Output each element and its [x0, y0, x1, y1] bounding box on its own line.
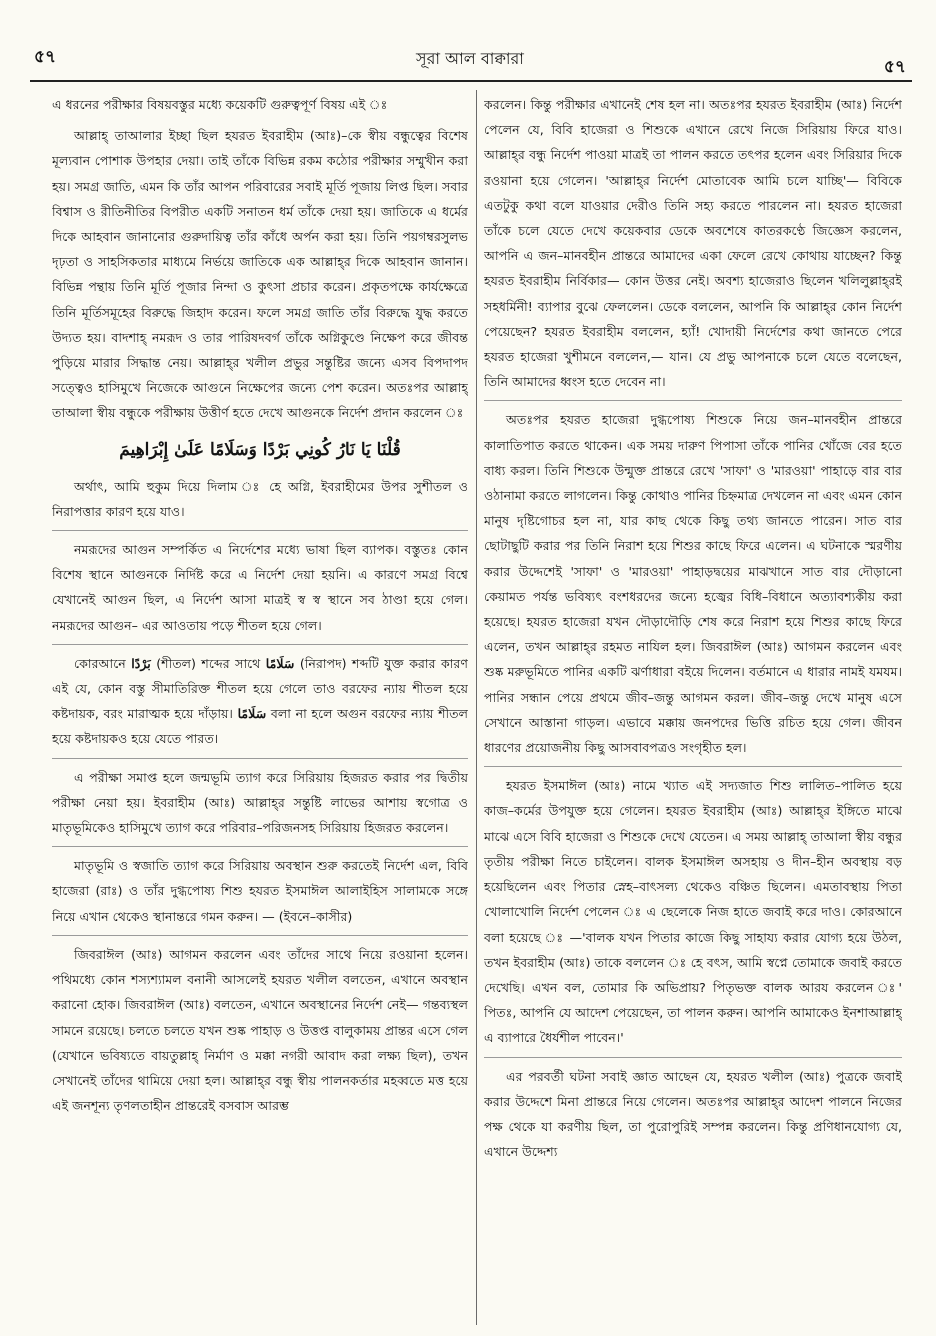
right-paragraph-3: হযরত ইসমাঈল (আঃ) নামে খ্যাত এই সদ্যজাত শিশু লালিত–পালিত হয়ে কাজ–কর্মের উপযুক্ত হয়ে গেলেন। হযরত ইবরাহীম (আঃ) আল্লাহ্‌র ইঙ্গিতে মাঝে মাঝে এসে বিবি হাজেরা ও শিশুকে দেখে যেতেন। এ সময় আল্লাহ্‌ তাআলা স্বীয় বন্ধুর তৃতীয় পরীক্ষা নিতে চাইলেন। বালক ইসমাঈল অসহায় ও দীন–হীন অবস্থায় বড় হয়েছিলেন এবং পিতার স্নেহ–বাৎসল্য থেকেও বঞ্চিত ছিলেন। এমতাবস্থায় পিতা খোলাখোলি নির্দেশ পেলেন ঃ এ ছেলেকে নিজ হাতে জবাই করে দাও। কোরআনে বলা হয়েছে ঃ —'বালক যখন পিতার কাজে কিছু সাহায্য করার যোগ্য হয়ে উঠল, তখন ইবরাহীম (আঃ) তাকে বললেন ঃ হে বৎস, আমি স্বপ্নে তোমাকে জবাই করতে দেখেছি। এখন বল, তোমার কি অভিপ্রায়? পিতৃভক্ত বালক আরয করলেন ঃ' পিতঃ, আপনি যে আদেশ পেয়েছেন, তা পালন করুন। আপনি আমাকেও ইনশাআল্লাহ্‌ এ ব্যাপারে ধৈর্যশীল পাবেন।': [484, 778, 902, 1046]
running-title: সূরা আল বাক্বারা: [416, 49, 524, 68]
paragraph-separator: [484, 400, 902, 401]
left-paragraph-1: এ ধরনের পরীক্ষার বিষয়বস্তুর মধ্যে কয়েকটি গুরুত্বপূর্ণ বিষয় এই ঃ: [52, 97, 388, 112]
paragraph-separator: [52, 644, 468, 645]
header-rule: [30, 80, 912, 82]
p5-text-a: কোরআনে: [74, 655, 126, 671]
left-paragraph-2: আল্লাহ্‌ তাআলার ইচ্ছা ছিল হযরত ইবরাহীম (আঃ)–কে স্বীয় বন্ধুত্বের বিশেষ মূল্যবান পোশাক উপহার দেয়া। তাই তাঁকে বিভিন্ন রকম কঠোর পরীক্ষার সম্মুখীন করা হয়। সমগ্র জাতি, এমন কি তাঁর আপন পরিবারের সবাই মূর্তি পূজায় লিপ্ত ছিল। সবার বিশ্বাস ও রীতিনীতির বিপরীত একটি সনাতন ধর্ম তাঁকে দেয়া হয়। জাতিকে এ ধর্মের দিকে আহবান জানানোর গুরুদায়িত্ব তাঁর কাঁধে অর্পন করা হয়। তিনি পয়গম্বরসুলভ দৃঢ়তা ও সাহসিকতার মাধ্যমে নির্ভয়ে জাতিকে এক আল্লাহ্‌র দিকে আহবান জানান। বিভিন্ন পন্থায় তিনি মূর্তি পূজার নিন্দা ও কুৎসা প্রচার করেন। প্রকৃতপক্ষে কার্যক্ষেত্রে তিনি মূর্তিসমূহের বিরুদ্ধে জিহাদ করেন। ফলে সমগ্র জাতি তাঁর বিরুদ্ধে যুদ্ধ করতে উদ্যত হয়। বাদশাহ্‌ নমরূদ ও তার পারিষদবর্গ তাঁকে অগ্নিকুণ্ডে নিক্ষেপ করে জীবন্ত পুড়িয়ে মারার সিদ্ধান্ত নেয়। আল্লাহ্‌র খলীল প্রভুর সন্তুষ্টির জন্যে এসব বিপদাপদ সত্ত্বেও হাসিমুখে নিজেকে আগুনে নিক্ষেপের জন্যে পেশ করেন। অতঃপর আল্লাহ্‌ তাআলা স্বীয় বন্ধুকে পরীক্ষায় উত্তীর্ণ হতে দেখে আগুনকে নির্দেশ প্রদান করলেন ঃ: [52, 128, 468, 421]
left-paragraph-6: এ পরীক্ষা সমাপ্ত হলে জন্মভূমি ত্যাগ করে সিরিয়ায় হিজরত করার পর দ্বিতীয় পরীক্ষা নেয়া হয়। ইবরাহীম (আঃ) আল্লাহ্‌র সন্তুষ্টি লাভের আশায় স্বগোত্র ও মাতৃভূমিকেও হাসিমুখে ত্যাগ করে পরিবার–পরিজনসহ সিরিয়ায় হিজরত করলেন।: [52, 769, 468, 836]
arabic-word-salaman-2: سَلَامًا: [237, 706, 267, 722]
page-number-right: ৫৭: [883, 57, 906, 77]
p5-text-d: বলা না হলে অগুন বরফের ন্যায় শীতল হয়ে কষ্টদায়কও হয়ে যেতে পারত।: [52, 706, 468, 747]
paragraph-separator: [484, 1057, 902, 1058]
right-paragraph-1: করলেন। কিন্তু পরীক্ষার এখানেই শেষ হল না। অতঃপর হযরত ইবরাহীম (আঃ) নির্দেশ পেলেন যে, বিবি হাজেরা ও শিশুকে এখানে রেখে নিজে সিরিয়ায় ফিরে যাও। আল্লাহ্‌র বন্ধু নির্দেশ পাওয়া মাত্রই তা পালন করতে তৎপর হলেন এবং সিরিয়ার দিকে রওয়ানা হয়ে গেলেন। 'আল্লাহ্‌র নির্দেশ মোতাবেক আমি চলে যাচ্ছি'— বিবিকে এতটুকু কথা বলে যাওয়ার দেরীও তিনি সহ্য করতে পারলেন না। হযরত হাজেরা তাঁকে চলে যেতে দেখে কয়েকবার ডেকে অবশেষে কাতরকণ্ঠে জিজ্ঞেস করলেন, আপনি এ জন–মানবহীন প্রান্তরে আমাদের একা ফেলে রেখে কোথায় যাচ্ছেন? কিন্তু হযরত ইবরাহীম নির্বিকার— কোন উত্তর নেই। অবশ্য হাজেরাও ছিলেন খলিলুল্লাহ্‌রই সহধর্মিনী! ব্যাপার বুঝে ফেললেন। ডেকে বললেন, আপনি কি আল্লাহ্‌র কোন নির্দেশ পেয়েছেন? হযরত ইবরাহীম বললেন, হ্যাঁ! খোদায়ী নির্দেশের কথা জানতে পেরে হযরত হাজেরা খুশীমনে বললেন,— যান। যে প্রভু আপনাকে চলে যেতে বলেছেন, তিনি আমাদের ধ্বংস হতে দেবেন না।: [484, 97, 902, 390]
left-paragraph-3: অর্থাৎ, আমি হুকুম দিয়ে দিলাম ঃ হে অগ্নি, ইবরাহীমের উপর সুশীতল ও নিরাপত্তার কারণ হয়ে যাও।: [52, 478, 468, 519]
arabic-word-bardan: بَرْدًا: [131, 655, 151, 671]
right-paragraph-2: অতঃপর হযরত হাজেরা দুগ্ধপোষ্য শিশুকে নিয়ে জন–মানবহীন প্রান্তরে কালাতিপাত করতে থাকেন। এক সময় দারুণ পিপাসা তাঁকে পানির খোঁজে বের হতে বাধ্য করল। তিনি শিশুকে উন্মুক্ত প্রান্তরে রেখে 'সাফা' ও 'মারওয়া' পাহাড়ে বার বার ওঠানামা করতে লাগলেন। কিন্তু কোথাও পানির চিহ্নমাত্র দেখলেন না এবং এমন কোন মানুষ দৃষ্টিগোচর হল না, যার কাছ থেকে কিছু তথ্য জানতে পারেন। সাত বার ছোটাছুটি করার পর তিনি নিরাশ হয়ে শিশুর কাছে ফিরে এলেন। এ ঘটনাকে স্মরণীয় করার উদ্দেশেই 'সাফা' ও 'মারওয়া' পাহাড়দ্বয়ের মাঝখানে সাত বার দৌড়ানো কেয়ামত পর্যন্ত ভবিষ্যৎ বংশধরদের জন্যে হজ্বের বিধি–বিধানে অত্যাবশ্যকীয় করা হয়েছে। হযরত হাজেরা যখন দৌড়াদৌড়ি শেষ করে নিরাশ হয়ে শিশুর কাছে ফিরে এলেন, তখন আল্লাহ্‌র রহমত নাযিল হল। জিবরাঈল (আঃ) আগমন করলেন এবং শুষ্ক মরুভূমিতে পানির একটি ঝর্ণাধারা বইয়ে দিলেন। বর্তমানে এ ধারার নামই যমযম। পানির সন্ধান পেয়ে প্রথমে জীব–জন্তু আগমন করল। জীব–জন্তু দেখে মানুষ এসে সেখানে আস্তানা গাড়ল। এভাবে মক্কায় জনপদের ভিত্তি রচিত হয়ে গেল। জীবন ধারণের প্রয়োজনীয় কিছু আসবাবপত্রও সংগৃহীত হল।: [484, 412, 902, 756]
paragraph-separator: [52, 530, 468, 531]
paragraph-separator: [484, 766, 902, 767]
right-paragraph-4: এর পরবর্তী ঘটনা সবাই জ্ঞাত আছেন যে, হযরত খলীল (আঃ) পুত্রকে জবাই করার উদ্দেশে মিনা প্রান্তরে নিয়ে গেলেন। অতঃপর আল্লাহ্‌র আদেশ পালনে নিজের পক্ষ থেকে যা করণীয় ছিল, তা পুরোপুরিই সম্পন্ন করলেন। কিন্তু প্রণিধানযোগ্য যে, এখানে উদ্দেশ্য: [484, 1068, 902, 1160]
left-paragraph-4: নমরূদের আগুন সম্পর্কিত এ নির্দেশের মধ্যে ভাষা ছিল ব্যাপক। বস্তুতঃ কোন বিশেষ স্থানে আগুনকে নির্দিষ্ট করে এ নির্দেশ দেয়া হয়নি। এ কারণে সমগ্র বিশ্বে যেখানেই আগুন ছিল, এ নির্দেশ আসা মাত্রই স্ব স্ব স্থানে সব ঠাণ্ডা হয়ে গেল। নমরূদের আগুন– এর আওতায় পড়ে শীতল হয়ে গেল।: [52, 542, 468, 633]
p5-text-b: (শীতল) শব্দের সাথে: [156, 655, 261, 671]
column-divider: [476, 90, 477, 1325]
paragraph-separator: [52, 846, 468, 847]
left-paragraph-5: [52, 651, 468, 752]
paragraph-separator: [52, 935, 468, 936]
page-number-left: ৫৭: [34, 47, 57, 67]
arabic-word-salaman: سَلَامًا: [265, 655, 295, 671]
paragraph-separator: [52, 758, 468, 759]
right-column: [484, 92, 902, 1322]
page-header: [30, 40, 910, 77]
left-paragraph-8: জিবরাঈল (আঃ) আগমন করলেন এবং তাঁদের সাথে নিয়ে রওয়ানা হলেন। পথিমধ্যে কোন শস্যশ্যামল বনানী আসলেই হযরত খলীল বলতেন, এখানে অবস্থান করানো হোক। জিবরাঈল (আঃ) বলতেন, এখানে অবস্থানের নির্দেশ নেই— গন্তব্যস্থল সামনে রয়েছে। চলতে চলতে যখন শুষ্ক পাহাড় ও উত্তপ্ত বালুকাময় প্রান্তর এসে গেল (যেখানে ভবিষ্যতে বায়তুল্লাহ্‌ নির্মাণ ও মক্কা নগরী আবাদ করা লক্ষ্য ছিল), তখন সেখানেই তাঁদের থামিয়ে দেয়া হল। আল্লাহ্‌র বন্ধু স্বীয় পালনকর্তার মহব্বতে মত্ত হয়ে এই জনশূন্য তৃণলতাহীন প্রান্তরেই বসবাস আরম্ভ: [52, 946, 468, 1114]
left-column: [52, 92, 468, 1322]
arabic-verse: قُلْنَا يَا نَارُ كُونِي بَرْدًا وَسَلَامًا عَلَىٰ إِبْرَاهِيمَ: [119, 439, 401, 460]
left-paragraph-7: মাতৃভূমি ও স্বজাতি ত্যাগ করে সিরিয়ায় অবস্থান শুরু করতেই নির্দেশ এল, বিবি হাজেরা (রাঃ) ও তাঁর দুগ্ধপোষ্য শিশু হযরত ইসমাঈল আলাইহিস সালামকে সঙ্গে নিয়ে এখান থেকেও স্থানান্তরে গমন করুন। — (ইবনে–কাসীর): [52, 858, 468, 924]
p5-text-c: (নিরাপদ) শব্দটি যুক্ত করার কারণ এই যে, কোন বস্তু সীমাতিরিক্ত শীতল হয়ে গেলে তাও বরফের ন্যায় শীতল হয়ে কষ্টদায়ক, বরং মারাত্মক হয়ে দাঁড়ায়।: [52, 655, 468, 722]
